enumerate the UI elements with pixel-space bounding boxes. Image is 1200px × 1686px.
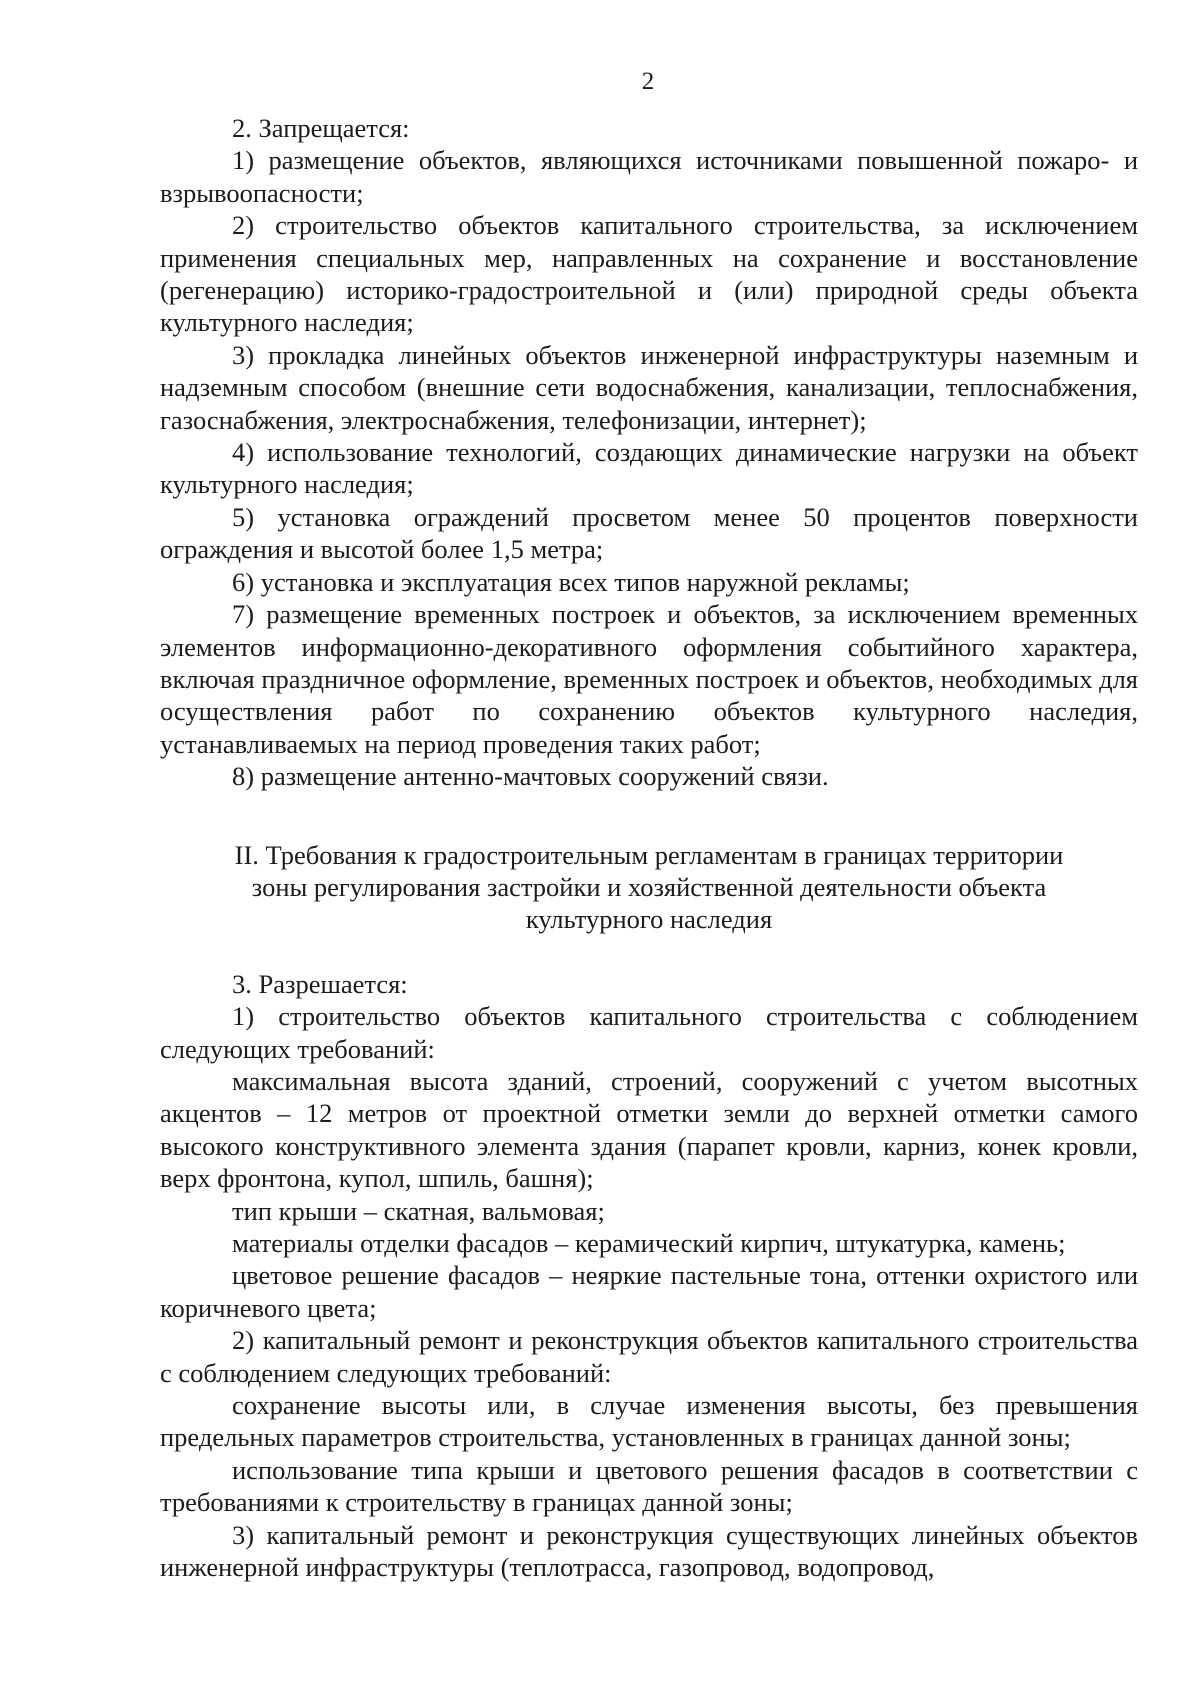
prohibited-item: 7) размещение временных построек и объектов, за исключением временных элементов информационно-декоративного оформления событийного характера, включая праздничное оформление, временных построек и объектов, необходимых для осуществления работ по сохранению объектов культурного наследия, устанавливаемых на период проведения таких работ;	[160, 599, 1138, 759]
prohibited-item: 1) размещение объектов, являющихся источниками повышенной пожаро- и взрывоопасности;	[160, 145, 1138, 208]
permitted-paragraph: максимальная высота зданий, строений, сооружений с учетом высотных акцентов – 12 метров от проектной отметки земли до верхней отметки самого высокого конструктивного элемента здания (парапет кровли, карниз, конек кровли, верх фронтона, купол, шпиль, башня);	[160, 1065, 1138, 1194]
document-body	[160, 112, 1138, 1583]
permitted-paragraph: 3) капитальный ремонт и реконструкция существующих линейных объектов инженерной инфраструктуры (теплотрасса, газопровод, водопровод,	[160, 1519, 1138, 1583]
permitted-paragraph: сохранение высоты или, в случае изменения высоты, без превышения предельных параметров строительства, установленных в границах данной зоны;	[160, 1390, 1138, 1453]
prohibited-item: 6) установка и эксплуатация всех типов наружной рекламы;	[232, 566, 910, 597]
permitted-paragraph: материалы отделки фасадов – керамический кирпич, штукатурка, камень;	[232, 1228, 1066, 1258]
permitted-paragraph: тип крыши – скатная, вальмовая;	[232, 1195, 605, 1226]
permitted-paragraph: использование типа крыши и цветового решения фасадов в соответствии с требованиями к строительству в границах данной зоны;	[160, 1454, 1138, 1518]
prohibited-intro: 2. Запрещается:	[232, 113, 410, 143]
prohibited-item: 3) прокладка линейных объектов инженерной инфраструктуры наземным и надземным способом (внешние сети водоснабжения, канализации, теплоснабжения, газоснабжения, электроснабжения, телефонизации, интернет);	[160, 339, 1138, 435]
permitted-paragraph: 2) капитальный ремонт и реконструкция объектов капитального строительства с соблюдением следующих требований:	[160, 1325, 1138, 1388]
prohibited-item: 4) использование технологий, создающих динамические нагрузки на объект культурного наследия;	[160, 437, 1138, 500]
page-number: 2	[641, 68, 655, 95]
prohibited-item: 2) строительство объектов капитального строительства, за исключением применения специальных мер, направленных на сохранение и восстановление (регенерацию) историко-градостроительной и (или) природной среды объекта культурного наследия;	[160, 210, 1138, 338]
section-heading-line: II. Требования к градостроительным регламентам в границах территории	[234, 839, 1064, 870]
permitted-paragraph: цветовое решение фасадов – неяркие пастельные тона, оттенки охристого или коричневого цвета;	[160, 1260, 1138, 1323]
permitted-intro: 3. Разрешается:	[232, 968, 408, 999]
section-heading-line: культурного наследия	[525, 904, 773, 935]
section-heading-line: зоны регулирования застройки и хозяйственной деятельности объекта	[251, 871, 1047, 902]
permitted-paragraph: 1) строительство объектов капитального строительства с соблюдением следующих требований:	[160, 1001, 1138, 1064]
section-heading	[160, 839, 1138, 936]
prohibited-item: 8) размещение антенно-мачтовых сооружений связи.	[232, 761, 829, 792]
prohibited-item: 5) установка ограждений просветом менее 50 процентов поверхности ограждения и высотой более 1,5 метра;	[160, 501, 1138, 565]
